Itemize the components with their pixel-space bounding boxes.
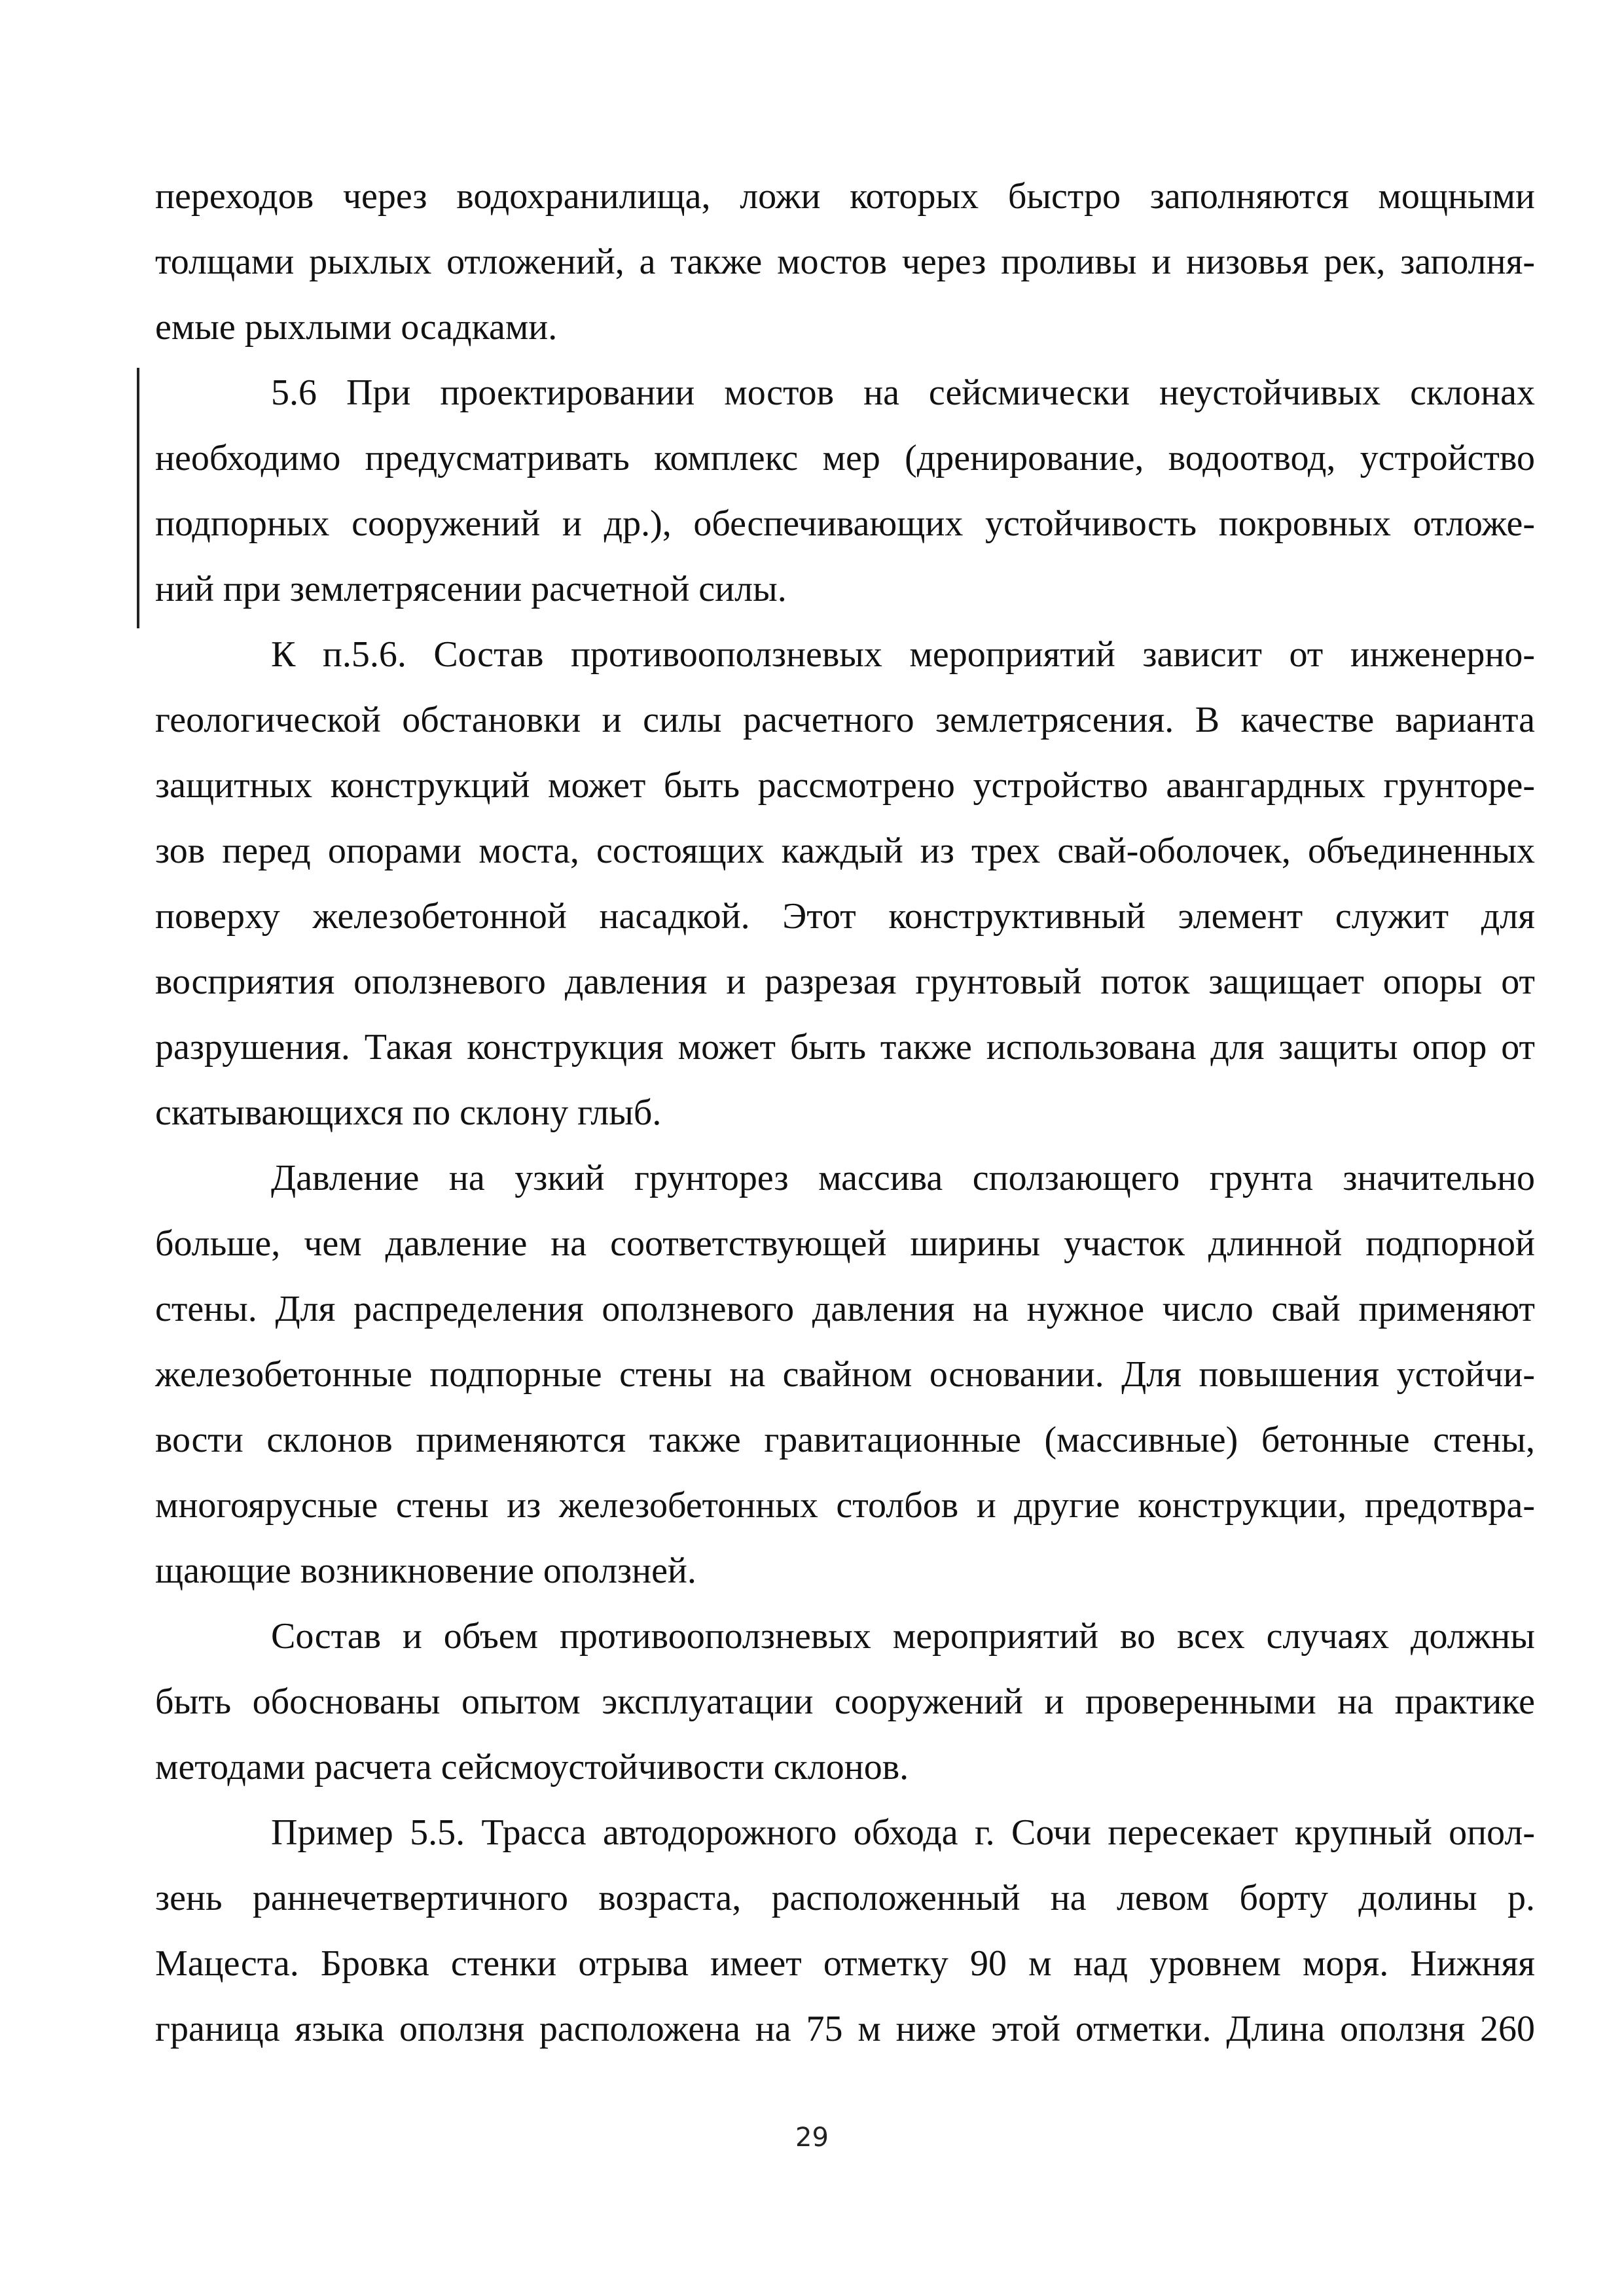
- text-line: толщами рыхлых отложений, а также мостов через проливы и низовья рек, заполня-: [155, 242, 1535, 282]
- text-line: зень раннечетвертичного возраста, расположенный на левом борту долины р.: [155, 1878, 1535, 1918]
- text-line: вости склонов применяются также гравитационные (массивные) бетонные стены,: [155, 1420, 1535, 1460]
- text-line: защитных конструкций может быть рассмотрено устройство авангардных грунторе-: [155, 765, 1535, 806]
- text-line: быть обоснованы опытом эксплуатации сооружений и проверенными на практике: [155, 1681, 1535, 1722]
- text-line: подпорных сооружений и др.), обеспечивающих устойчивость покровных отложе-: [155, 503, 1535, 544]
- page-number: 29: [795, 2123, 829, 2153]
- text-line: ний при землетрясении расчетной силы.: [155, 569, 787, 609]
- text-line: емые рыхлыми осадками.: [155, 307, 558, 348]
- text-line: необходимо предусматривать комплекс мер (дренирование, водоотвод, устройство: [155, 438, 1535, 478]
- text-line: Пример 5.5. Трасса автодорожного обхода г. Сочи пересекает крупный опол-: [271, 1812, 1535, 1853]
- text-line: многоярусные стены из железобетонных столбов и другие конструкции, предотвра-: [155, 1485, 1535, 1526]
- text-line: геологической обстановки и силы расчетного землетрясения. В качестве варианта: [155, 700, 1535, 740]
- text-line: Мацеста. Бровка стенки отрыва имеет отметку 90 м над уровнем моря. Нижняя: [155, 1943, 1535, 1984]
- text-line: больше, чем давление на соответствующей ширины участок длинной подпорной: [155, 1223, 1535, 1264]
- text-line: поверху железобетонной насадкой. Этот конструктивный элемент служит для: [155, 896, 1535, 937]
- text-line: зов перед опорами моста, состоящих каждый из трех свай-оболочек, объединенных: [155, 831, 1535, 871]
- text-line: К п.5.6. Состав противооползневых мероприятий зависит от инженерно-: [271, 634, 1535, 675]
- text-line: железобетонные подпорные стены на свайном основании. Для повышения устойчи-: [155, 1354, 1535, 1395]
- text-line: Состав и объем противооползневых мероприятий во всех случаях должны: [271, 1616, 1535, 1657]
- text-line: граница языка оползня расположена на 75 м ниже этой отметки. Длина оползня 260: [155, 2009, 1535, 2049]
- text-line: щающие возникновение оползней.: [155, 1551, 696, 1591]
- text-line: переходов через водохранилища, ложи которых быстро заполняются мощными: [155, 176, 1535, 217]
- text-line: Давление на узкий грунторез массива сползающего грунта значительно: [271, 1158, 1535, 1198]
- revision-change-bar: [137, 368, 139, 628]
- text-line: 5.6 При проектировании мостов на сейсмически неустойчивых склонах: [271, 372, 1535, 413]
- text-line: методами расчета сейсмоустойчивости склонов.: [155, 1747, 909, 1787]
- text-line: восприятия оползневого давления и разрезая грунтовый поток защищает опоры от: [155, 961, 1535, 1002]
- text-line: стены. Для распределения оползневого давления на нужное число свай применяют: [155, 1289, 1535, 1329]
- text-line: разрушения. Такая конструкция может быть также использована для защиты опор от: [155, 1027, 1535, 1067]
- text-line: скатывающихся по склону глыб.: [155, 1092, 662, 1133]
